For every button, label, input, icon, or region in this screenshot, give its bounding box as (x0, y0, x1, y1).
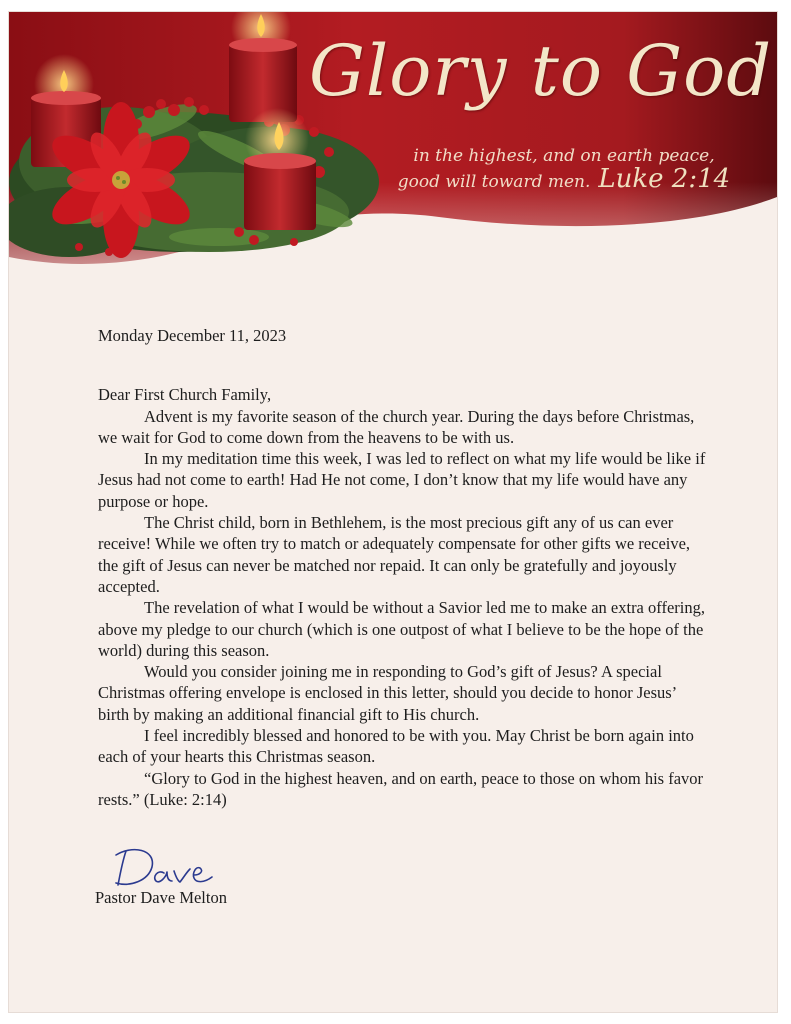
letter-page (9, 12, 777, 1012)
paragraph-5: Would you consider joining me in responding to God’s gift of Jesus? A special Christmas offering envelope is enclosed in this letter, should you decide to honor Jesus’ birth by making an additional financial gift to His church. (98, 662, 676, 724)
verse-line-1: in the highest, and on earth peace, (413, 146, 715, 166)
paragraph-6: I feel incredibly blessed and honored to be with you. May Christ be born again into each of your hearts this Christmas season. (98, 726, 694, 767)
banner-title: Glory to God (309, 30, 773, 112)
paragraph-4: The revelation of what I would be without a Savior led me to make an extra offering, above my pledge to our church (which is one outpost of what I believe to be the hope of the world) during this season. (98, 598, 705, 660)
letterhead-banner (9, 12, 777, 272)
paragraph-3: The Christ child, born in Bethlehem, is the most precious gift any of us can ever receive! While we often try to match or adequately compensate for other gifts we receive, the gift of Jesus can never be matched nor repaid. It can only be gratefully and joyously accepted. (98, 513, 691, 596)
verse-reference: Luke 2:14 (598, 164, 731, 194)
paragraph-1: Advent is my favorite season of the church year. During the days before Christmas, we wait for God to come down from the heavens to be with us. (98, 406, 695, 447)
verse-line-2-text: good will toward men. (397, 172, 591, 192)
letter-body (98, 325, 708, 810)
banner-verse (369, 145, 759, 194)
salutation: Dear First Church Family, (98, 385, 272, 405)
signature-ink (112, 843, 232, 893)
signer-name: Pastor Dave Melton (95, 888, 227, 907)
paragraph-7: “Glory to God in the highest heaven, and on earth, peace to those on whom his favor rests.” (Luke: 2:14) (98, 768, 704, 809)
verse-line-2 (369, 164, 759, 194)
paragraph-2: In my meditation time this week, I was led to reflect on what my life would be like if Jesus had not come to earth! Had He not come, I don’t know that my life would have any purpose or hope. (98, 449, 706, 511)
letter-date: Monday December 11, 2023 (98, 326, 287, 345)
